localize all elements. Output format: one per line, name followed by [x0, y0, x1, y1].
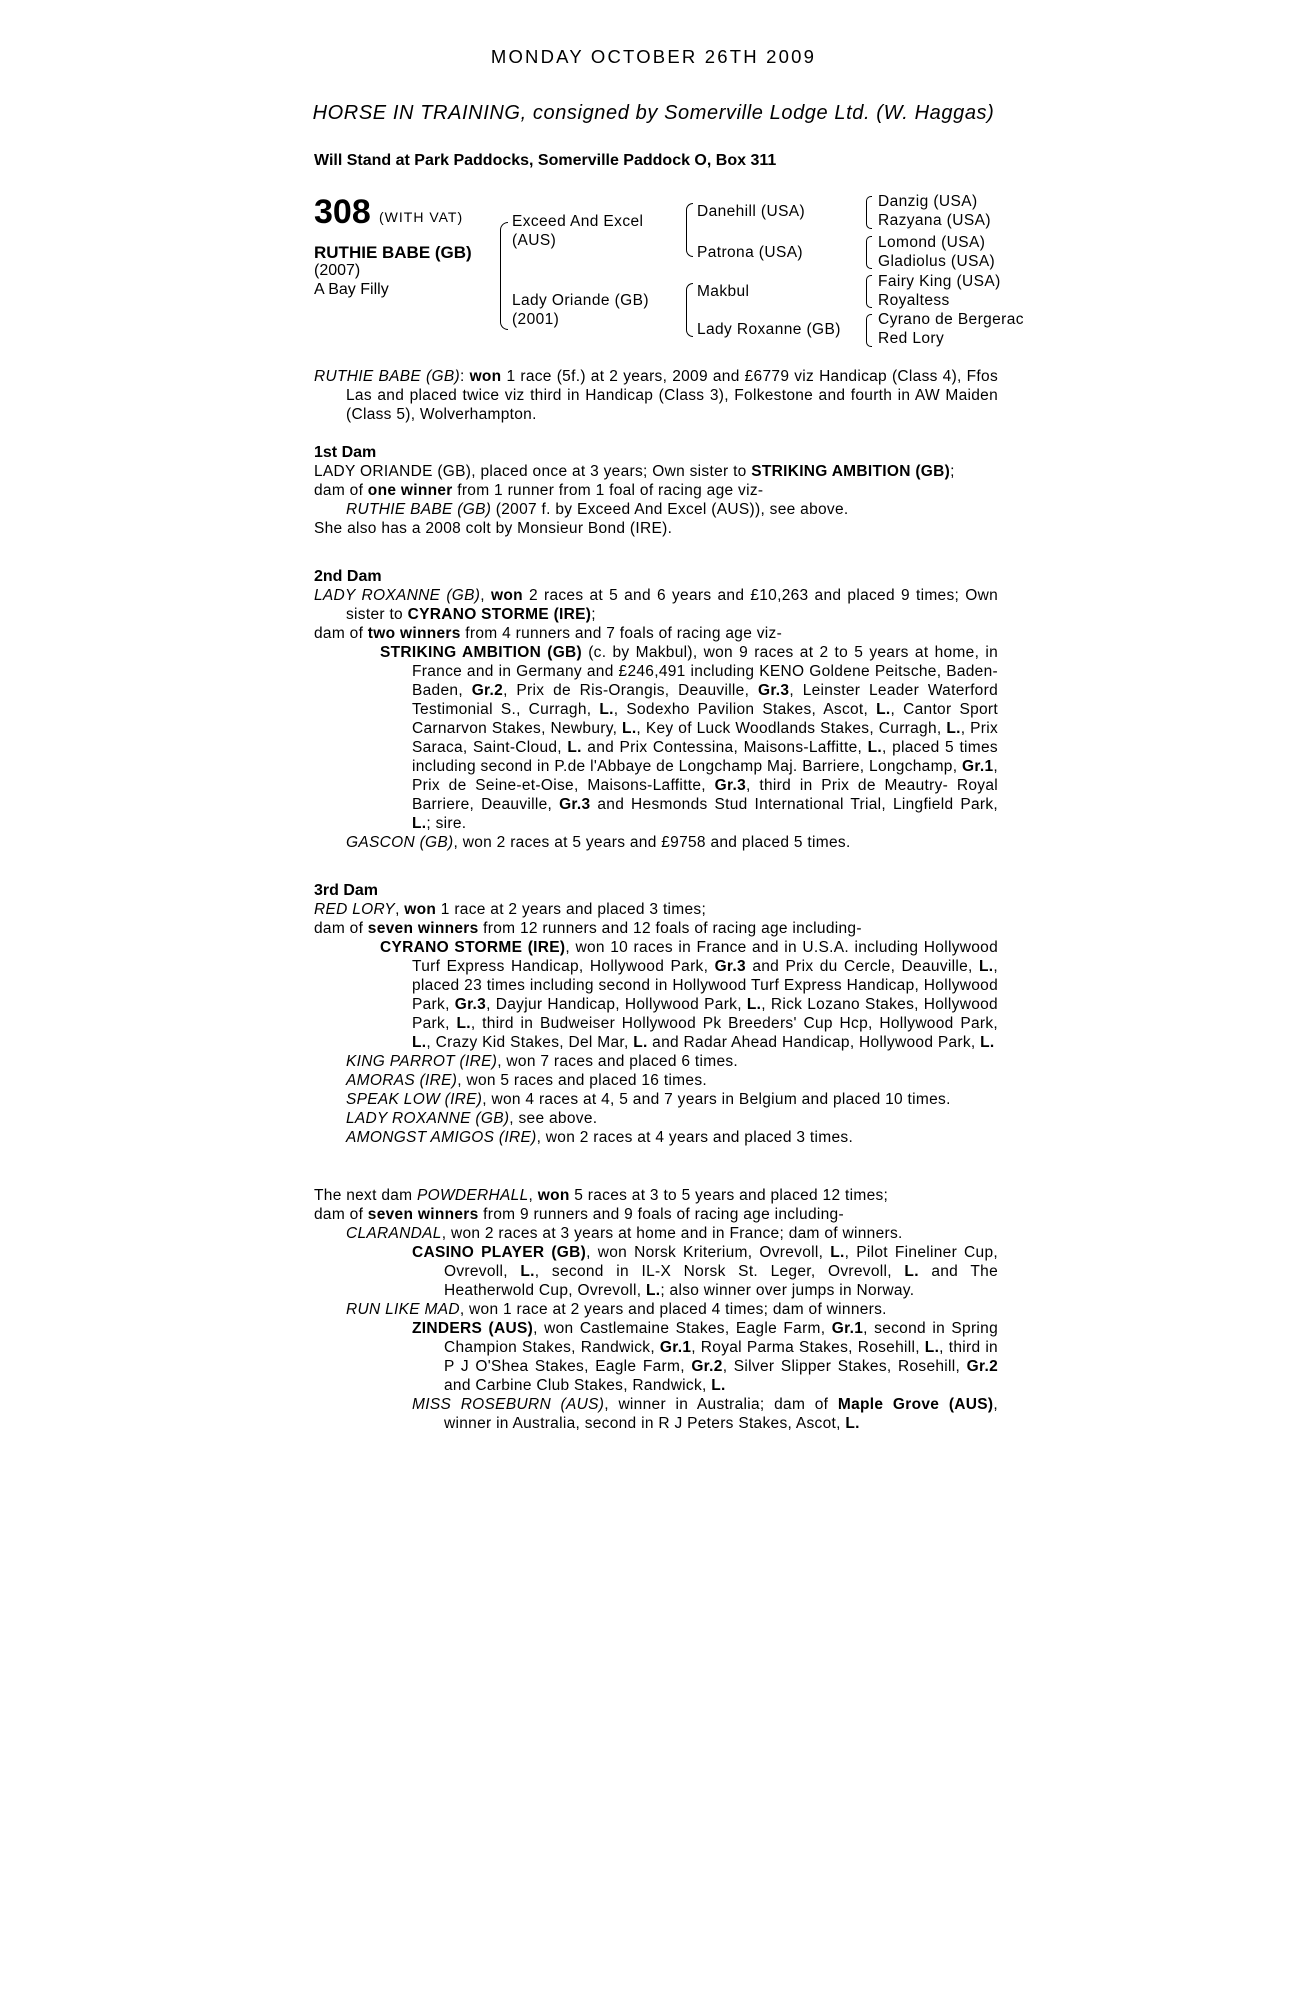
text-run: L.: [867, 739, 882, 756]
text-run: , won 2 races at 3 years at home and in France; dam of winners.: [441, 1225, 903, 1242]
foaling-year: (2007): [314, 262, 361, 279]
summary-horse-name: RUTHIE BABE (GB): [314, 368, 460, 385]
text-run: L.: [412, 815, 427, 832]
text-run: L.: [904, 1263, 919, 1280]
next-dam-section: [314, 1186, 998, 1433]
text-run: , Pilot Fineliner Cup, Ovrevoll,: [444, 1244, 998, 1280]
cyrano-storme-entry: [314, 938, 998, 1052]
pedigree-bracket-gg78: [866, 314, 872, 347]
third-dam-won: won: [404, 901, 437, 918]
text-run: and Carbine Club Stakes, Randwick,: [444, 1377, 712, 1394]
text-run: dam of: [314, 1206, 368, 1223]
consignment-line: HORSE IN TRAINING, consigned by Somerville Lodge Ltd. (W. Haggas): [312, 102, 995, 124]
second-dam-line2c: from 4 runners and 7 foals of racing age viz-: [460, 625, 783, 642]
text-run: AMONGST AMIGOS (IRE): [346, 1129, 537, 1146]
text-run: L.: [845, 1415, 860, 1432]
pedigree-gg1: Danzig (USA): [878, 193, 978, 210]
lady-roxanne-entry: [314, 1109, 998, 1128]
third-dam-heading: 3rd Dam: [314, 882, 379, 899]
text-run: Gr.1: [831, 1320, 864, 1337]
second-dam-comma: ,: [480, 587, 491, 604]
second-dam-text: 2 races at 5 and 6 years and £10,263 and placed 9 times; Own sister to: [346, 587, 998, 623]
pedigree-gg2: Razyana (USA): [878, 212, 991, 229]
pedigree-gg5: Fairy King (USA): [878, 273, 1001, 290]
text-run: , winner in Australia, second in R J Peters Stakes, Ascot,: [444, 1396, 998, 1432]
text-run: and Radar Ahead Handicap, Hollywood Park,: [647, 1034, 981, 1051]
text-run: from 9 runners and 9 foals of racing age including-: [478, 1206, 844, 1223]
text-run: Gr.2: [691, 1358, 723, 1375]
pedigree-bracket-main: [500, 222, 508, 330]
text-run: MISS ROSEBURN (AUS): [412, 1396, 605, 1413]
text-run: , third in Budweiser Hollywood Pk Breeders' Cup Hcp, Hollywood Park,: [470, 1015, 998, 1032]
stand-location: Will Stand at Park Paddocks, Somerville Paddock O, Box 311: [314, 152, 777, 169]
text-run: The next dam: [314, 1187, 417, 1204]
amongst-amigos-entry: [314, 1128, 998, 1147]
text-run: L.: [567, 739, 582, 756]
pedigree-gg3: Lomond (USA): [878, 234, 986, 251]
zinders-entry: [314, 1319, 998, 1395]
text-run: L.: [946, 720, 961, 737]
second-dam-heading: 2nd Dam: [314, 568, 382, 585]
pedigree-bracket-dam: [686, 283, 693, 337]
text-run: , Royal Parma Stakes, Rosehill,: [691, 1339, 925, 1356]
first-dam-section: [314, 443, 998, 538]
pedigree-g4: Lady Roxanne (GB): [697, 321, 841, 338]
pedigree-sire-country: (AUS): [512, 232, 557, 249]
pedigree-g1: Danehill (USA): [697, 203, 806, 220]
text-run: Gr.1: [962, 758, 994, 775]
text-run: L.: [599, 701, 614, 718]
pedigree-gg7: Cyrano de Bergerac: [878, 311, 1024, 328]
second-dam-won: won: [490, 587, 523, 604]
run-like-mad-entry: [314, 1300, 998, 1319]
horse-name: RUTHIE BABE (GB): [314, 243, 472, 262]
text-run: CASINO PLAYER (GB): [412, 1244, 587, 1261]
first-dam-sister: STRIKING AMBITION (GB): [751, 463, 951, 480]
text-run: 5 races at 3 to 5 years and placed 12 times;: [569, 1187, 889, 1204]
text-run: L.: [622, 720, 637, 737]
first-dam-heading: 1st Dam: [314, 444, 377, 461]
text-run: Gr.3: [559, 796, 591, 813]
text-run: , placed 23 times including second in Hollywood Turf Express Handicap, Hollywood Park,: [412, 958, 998, 1013]
text-run: RUN LIKE MAD: [346, 1301, 460, 1318]
text-run: LADY ROXANNE (GB): [346, 1110, 510, 1127]
third-dam-section: [314, 881, 998, 1147]
next-dam-winners: seven winners: [367, 1206, 479, 1223]
text-run: , Prix de Ris-Orangis, Deauville,: [503, 682, 758, 699]
summary-text: 1 race (5f.) at 2 years, 2009 and £6779 viz Handicap (Class 4), Ffos Las and placed twice viz third in Handicap (Class 3), Folkestone and fourth in AW Maiden (Class 5), Wolverhampton.: [346, 368, 998, 423]
text-run: KING PARROT (IRE): [346, 1053, 498, 1070]
text-run: , second in IL-X Norsk St. Leger, Ovrevoll,: [534, 1263, 905, 1280]
text-run: L.: [924, 1339, 940, 1356]
text-run: and Prix du Cercle, Deauville,: [745, 958, 980, 975]
text-run: , won 2 races at 5 years and £9758 and placed 5 times.: [453, 834, 851, 851]
second-dam-line2a: dam of: [314, 625, 368, 642]
text-run: ,: [395, 901, 405, 918]
pedigree-g2: Patrona (USA): [697, 244, 803, 261]
text-run: Gr.3: [714, 958, 746, 975]
text-run: and Prix Contessina, Maisons-Laffitte,: [581, 739, 868, 756]
text-run: ,: [528, 1187, 538, 1204]
first-dam-winners: one winner: [367, 482, 453, 499]
text-run: L.: [876, 701, 891, 718]
text-run: , winner in Australia; dam of: [604, 1396, 838, 1413]
first-dam-line1: LADY ORIANDE (GB), placed once at 3 years; Own sister to: [314, 463, 752, 480]
text-run: , Silver Slipper Stakes, Rosehill,: [722, 1358, 967, 1375]
pedigree-gg8: Red Lory: [878, 330, 945, 347]
amoras-entry: [314, 1071, 998, 1090]
first-dam-line4: She also has a 2008 colt by Monsieur Bond (IRE).: [314, 520, 673, 537]
text-run: , won 7 races and placed 6 times.: [497, 1053, 739, 1070]
text-run: L.: [830, 1244, 845, 1261]
text-run: , Leinster Leader Waterford Testimonial S., Curragh,: [412, 682, 998, 718]
first-dam-produce-text: (2007 f. by Exceed And Excel (AUS)), see above.: [491, 501, 849, 518]
pedigree-bracket-gg34: [866, 236, 872, 269]
text-run: L.: [633, 1034, 648, 1051]
second-dam-sister: CYRANO STORME (IRE): [407, 606, 592, 623]
text-run: L.: [979, 958, 994, 975]
miss-roseburn-entry: [314, 1395, 998, 1433]
text-run: (c. by Makbul), won 9 races at 2 to 5 years at home, in France and in Germany and £246,491 including KENO Goldene Peitsche, Baden-Baden,: [412, 644, 999, 699]
text-run: L.: [980, 1034, 995, 1051]
text-run: from 12 runners and 12 foals of racing age including-: [478, 920, 862, 937]
pedigree-bracket-gg56: [866, 275, 872, 308]
text-run: , Dayjur Handicap, Hollywood Park,: [486, 996, 747, 1013]
text-run: L.: [645, 1282, 661, 1299]
text-run: and Hesmonds Stud International Trial, Lingfield Park,: [590, 796, 998, 813]
text-run: Gr.3: [714, 777, 747, 794]
third-dam-name: RED LORY: [314, 901, 396, 918]
text-run: , won 10 races in France and in U.S.A. including Hollywood Turf Express Handicap, Hollywood Park,: [412, 939, 999, 975]
text-run: L.: [456, 1015, 471, 1032]
pedigree-dam-year: (2001): [512, 311, 560, 328]
first-dam-line2a: dam of: [314, 482, 368, 499]
text-run: , see above.: [509, 1110, 598, 1127]
clarandal-entry: [314, 1224, 998, 1243]
text-run: , second in Spring Champion Stakes, Randwick,: [444, 1320, 998, 1356]
summary-won: won: [469, 368, 502, 385]
text-run: , won 1 race at 2 years and placed 4 times; dam of winners.: [459, 1301, 887, 1318]
text-run: 1 race at 2 years and placed 3 times;: [436, 901, 707, 918]
sale-date: MONDAY OCTOBER 26TH 2009: [490, 46, 817, 67]
speak-low-entry: [314, 1090, 998, 1109]
first-dam-line2c: from 1 runner from 1 foal of racing age viz-: [452, 482, 764, 499]
pedigree-dam: Lady Oriande (GB): [512, 292, 649, 309]
text-run: Gr.2: [966, 1358, 998, 1375]
pedigree-g3: Makbul: [697, 283, 750, 300]
first-dam-produce: RUTHIE BABE (GB): [346, 501, 492, 518]
lot-number: 308: [314, 193, 371, 231]
text-run: L.: [520, 1263, 535, 1280]
text-run: , placed 5 times including second in P.de l'Abbaye de Longchamp Maj. Barriere, Longchamp,: [412, 739, 998, 775]
text-run: Gr.3: [454, 996, 487, 1013]
text-run: ; sire.: [426, 815, 467, 832]
text-run: ; also winner over jumps in Norway.: [660, 1282, 915, 1299]
pedigree-bracket-gg12: [866, 196, 872, 229]
king-parrot-entry: [314, 1052, 998, 1071]
text-run: L.: [711, 1377, 726, 1394]
vat-label: (WITH VAT): [379, 209, 464, 225]
first-dam-punct: ;: [950, 463, 955, 480]
text-run: , Crazy Kid Stakes, Del Mar,: [426, 1034, 634, 1051]
text-run: , Rick Lozano Stakes, Hollywood Park,: [412, 996, 998, 1032]
pedigree-bracket-sire: [686, 203, 693, 257]
next-dam-name: POWDERHALL: [416, 1187, 529, 1204]
text-run: Maple Grove (AUS): [837, 1396, 994, 1413]
striking-ambition-entry: [314, 643, 998, 833]
second-dam-section: [314, 567, 998, 852]
second-dam-punct: ;: [591, 606, 596, 623]
text-run: dam of: [314, 920, 368, 937]
text-run: , Sodexho Pavilion Stakes, Ascot,: [613, 701, 877, 718]
text-run: , third in Prix de Meautry- Royal Barriere, Deauville,: [412, 777, 998, 813]
pedigree-gg4: Gladiolus (USA): [878, 253, 996, 270]
text-run: Gr.2: [471, 682, 504, 699]
text-run: , Cantor Sport Carnarvon Stakes, Newbury,: [412, 701, 998, 737]
text-run: ZINDERS (AUS): [412, 1320, 534, 1337]
text-run: SPEAK LOW (IRE): [346, 1091, 483, 1108]
text-run: GASCON (GB): [346, 834, 454, 851]
text-run: , Key of Luck Woodlands Stakes, Curragh,: [636, 720, 947, 737]
pedigree-gg6: Royaltess: [878, 292, 950, 309]
text-run: L.: [746, 996, 762, 1013]
casino-player-entry: [314, 1243, 998, 1300]
text-run: CYRANO STORME (IRE): [380, 939, 566, 956]
text-run: , won 2 races at 4 years and placed 3 times.: [536, 1129, 854, 1146]
text-run: , Prix Saraca, Saint-Cloud,: [412, 720, 999, 756]
text-run: AMORAS (IRE): [346, 1072, 458, 1089]
text-run: Gr.1: [659, 1339, 692, 1356]
text-run: , third in P J O'Shea Stakes, Eagle Farm,: [444, 1339, 998, 1375]
pedigree-sire: Exceed And Excel: [512, 213, 644, 230]
sa-name: STRIKING AMBITION (GB): [380, 644, 583, 661]
race-summary: RUTHIE BABE (GB): won 1 race (5f.) at 2 years, 2009 and £6779 viz Handicap (Class 4), Ffos Las and placed twice viz third in Handicap (Class 3), Folkestone and fourth in AW Maiden (Class 5), Wolverhampton.: [314, 368, 998, 423]
text-run: CLARANDAL: [346, 1225, 442, 1242]
gascon-entry: [314, 833, 998, 852]
text-run: L.: [412, 1034, 427, 1051]
third-dam-winners: seven winners: [367, 920, 479, 937]
second-dam-name: LADY ROXANNE (GB): [314, 587, 481, 604]
horse-description: A Bay Filly: [314, 281, 389, 298]
text-run: won: [537, 1187, 570, 1204]
text-run: , won 4 races at 4, 5 and 7 years in Belgium and placed 10 times.: [482, 1091, 951, 1108]
text-run: , won Norsk Kriterium, Ovrevoll,: [586, 1244, 831, 1261]
text-run: , Prix de Seine-et-Oise, Maisons-Laffitte,: [412, 758, 998, 794]
text-run: Gr.3: [757, 682, 790, 699]
text-run: , won 5 races and placed 16 times.: [457, 1072, 707, 1089]
text-run: and The Heatherwold Cup, Ovrevoll,: [444, 1263, 998, 1299]
second-dam-winners: two winners: [367, 625, 461, 642]
text-run: , won Castlemaine Stakes, Eagle Farm,: [533, 1320, 832, 1337]
